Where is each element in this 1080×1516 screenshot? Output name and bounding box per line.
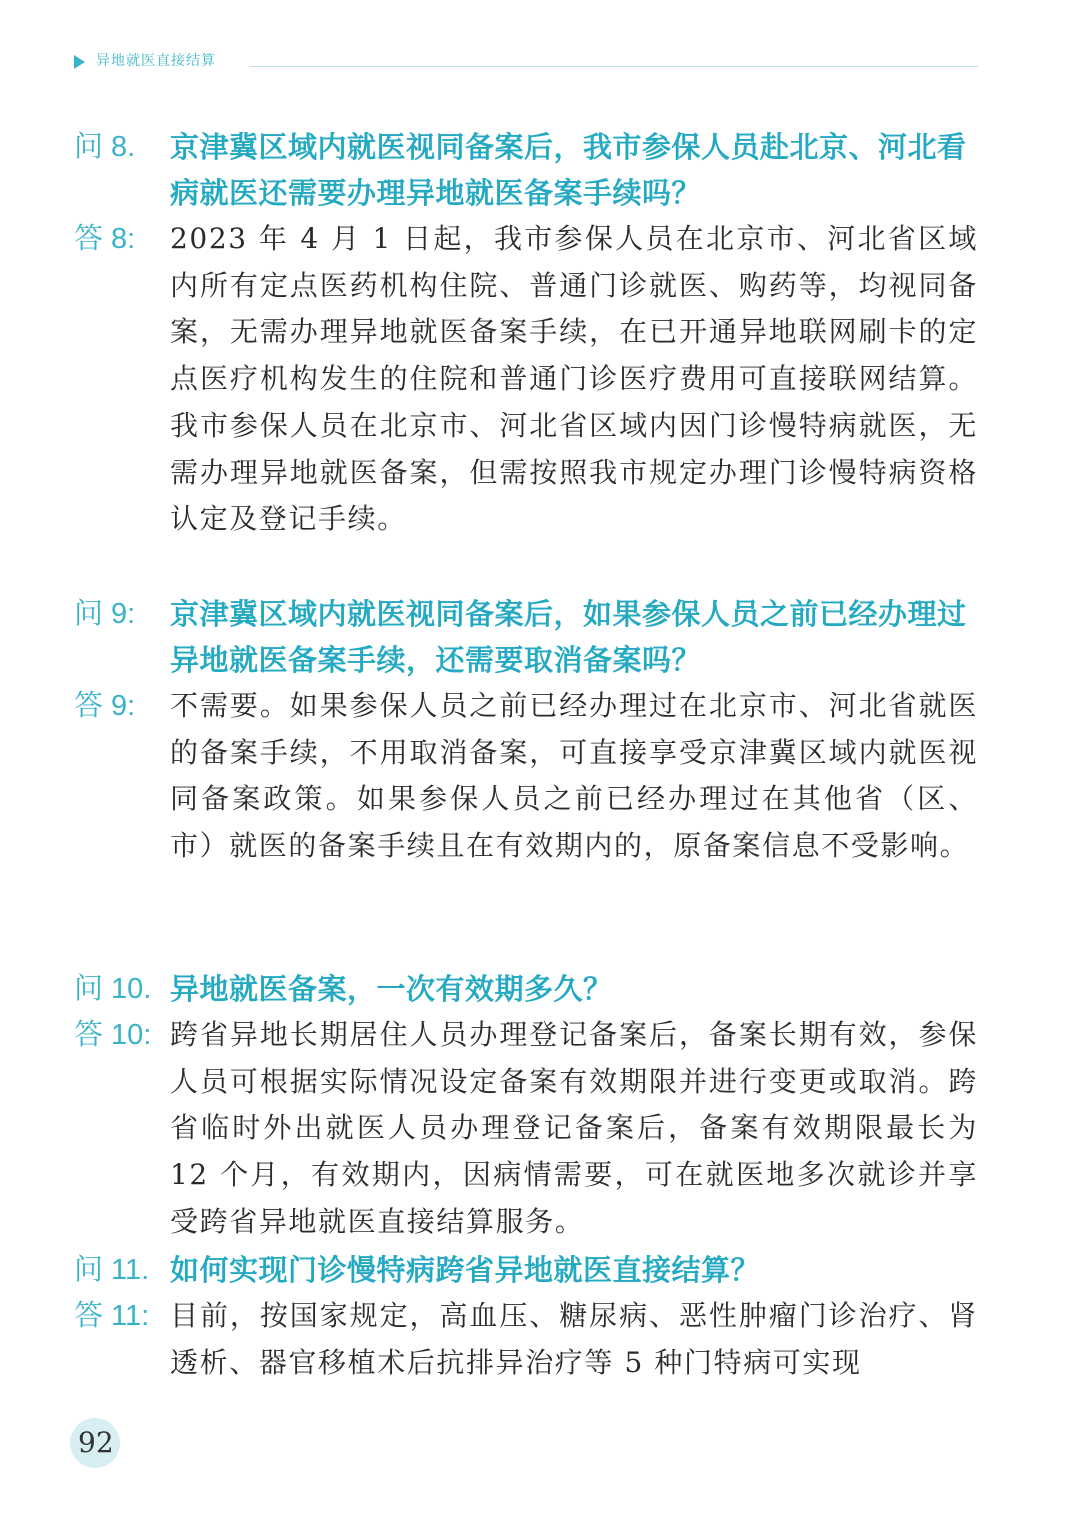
question-label: 问 8. — [74, 131, 136, 163]
answer-text: 不需要。如果参保人员之前已经办理过在北京市、河北省就医的备案手续，不用取消备案，可直接享受京津冀区域内就医视同备案政策。如果参保人员之前已经办理过在其他省（区、市）就医的备案手续且在有效期内的，原备案信息不受影响。 — [170, 689, 978, 863]
running-header-title: 异地就医直接结算 — [96, 53, 216, 69]
question-text: 京津冀区域内就医视同备案后，我市参保人员赴北京、河北看病就医还需要办理异地就医备案手续吗？ — [170, 130, 967, 210]
question-text: 如何实现门诊慢特病跨省异地就医直接结算？ — [170, 1253, 761, 1287]
question-10 — [74, 966, 1004, 1012]
answer-10 — [74, 1012, 1004, 1246]
answer-11 — [74, 1293, 1004, 1386]
answer-text: 目前，按国家规定，高血压、糖尿病、恶性肿瘤门诊治疗、肾透析、器官移植术后抗排异治疗等 5 种门特病可实现 — [170, 1299, 978, 1379]
answer-8 — [74, 216, 1004, 543]
answer-9 — [74, 683, 1004, 870]
answer-text: 跨省异地长期居住人员办理登记备案后，备案长期有效，参保人员可根据实际情况设定备案有效期限并进行变更或取消。跨省临时外出就医人员办理登记备案后，备案有效期限最长为 12 个月，有效期内，因病情需要，可在就医地多次就诊并享受跨省异地就医直接结算服务。 — [170, 1018, 978, 1238]
question-label: 问 11. — [74, 1254, 150, 1286]
qa-block-11 — [74, 1247, 1004, 1386]
qa-block-10 — [74, 966, 1004, 1246]
question-label: 问 10. — [74, 973, 152, 1005]
question-11 — [74, 1247, 1004, 1293]
page-number: 92 — [78, 1426, 114, 1459]
running-header — [74, 50, 978, 74]
question-label: 问 9: — [74, 598, 136, 630]
question-text: 京津冀区域内就医视同备案后，如果参保人员之前已经办理过异地就医备案手续，还需要取消备案吗？ — [170, 597, 967, 677]
answer-label: 答 10: — [74, 1019, 152, 1051]
triangle-bullet-icon — [74, 55, 85, 69]
qa-block-8 — [74, 124, 1004, 543]
question-text: 异地就医备案，一次有效期多久？ — [170, 972, 613, 1006]
answer-label: 答 11: — [74, 1300, 150, 1332]
question-8 — [74, 124, 1004, 216]
answer-label: 答 8: — [74, 223, 136, 255]
question-9 — [74, 591, 1004, 683]
header-rule — [249, 66, 978, 67]
answer-text: 2023 年 4 月 1 日起，我市参保人员在北京市、河北省区域内所有定点医药机构住院、普通门诊就医、购药等，均视同备案，无需办理异地就医备案手续，在已开通异地联网刷卡的定点医疗机构发生的住院和普通门诊医疗费用可直接联网结算。我市参保人员在北京市、河北省区域内因门诊慢特病就医，无需办理异地就医备案，但需按照我市规定办理门诊慢特病资格认定及登记手续。 — [170, 222, 978, 536]
qa-block-9 — [74, 591, 1004, 870]
answer-label: 答 9: — [74, 690, 136, 722]
